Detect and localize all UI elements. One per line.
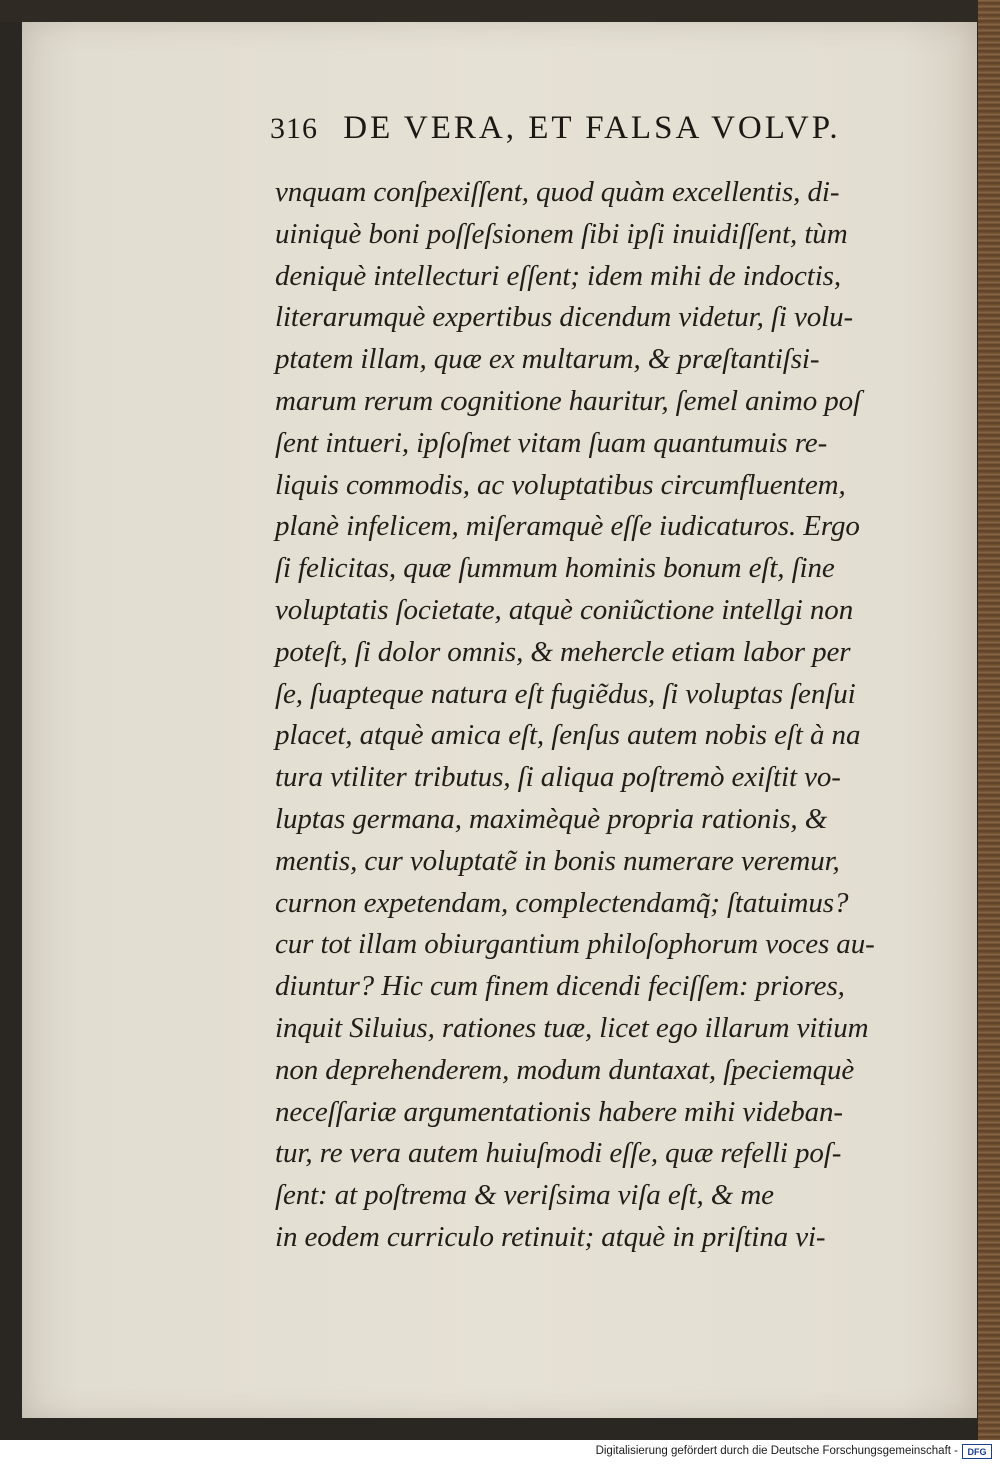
- book-page-edges: [978, 0, 1000, 1440]
- page-number: 316: [270, 112, 318, 145]
- text-line: mentis, cur voluptatẽ in bonis numerare veremur,: [275, 844, 840, 877]
- text-line: cur tot illam obiurgantium philoſophorum voces au-: [275, 928, 875, 961]
- book-top-edge: [0, 0, 1000, 22]
- funding-credit: Digitalisierung gefördert durch die Deutsche Forschungsgemeinschaft -: [595, 1445, 958, 1457]
- text-line: ſi felicitas, quæ ſummum hominis bonum eſt, ſine: [275, 552, 835, 585]
- text-line: vnquam conſpexiſſent, quod quàm excellentis, di-: [275, 176, 840, 208]
- text-line: deniquè intellecturi eſſent; idem mihi de indoctis,: [275, 259, 841, 292]
- text-line: tura vtiliter tributus, ſi aliqua poſtremò exiſtit vo-: [275, 761, 841, 794]
- text-line: ſent: at poſtrema & veriſsima viſa eſt, & me: [275, 1179, 774, 1212]
- running-head: DE VERA, ET FALSA VOLVP.: [343, 110, 841, 146]
- page-header: [270, 110, 890, 160]
- text-line: liquis commodis, ac voluptatibus circumfluentem,: [275, 468, 846, 501]
- text-line: uiniquè boni poſſeſsionem ſibi ipſi inuidiſſent, tùm: [275, 217, 848, 250]
- text-line: luptas germana, maximèquè propria rationis, &: [275, 802, 828, 835]
- text-line: neceſſariæ argumentationis habere mihi videban-: [275, 1095, 843, 1128]
- text-line: curnon expetendam, complectendamq̃; ſtatuimus?: [275, 886, 849, 919]
- text-line: non deprehenderem, modum duntaxat, ſpeciemquè: [275, 1053, 855, 1086]
- text-line: ſe, ſuapteque natura eſt fugiẽdus, ſi voluptas ſenſui: [275, 677, 856, 710]
- text-line: tur, re vera autem huiuſmodi eſſe, quæ refelli poſ-: [275, 1137, 842, 1170]
- text-line: placet, atquè amica eſt, ſenſus autem nobis eſt à na: [275, 719, 861, 752]
- text-line: planè infelicem, miſeramquè eſſe iudicaturos. Ergo: [275, 510, 860, 543]
- footer-bar: [0, 1440, 1000, 1465]
- text-line: poteſt, ſi dolor omnis, & mehercle etiam labor per: [275, 635, 851, 668]
- text-line: voluptatis ſocietate, atquè coniũctione intellgi non: [275, 593, 854, 626]
- text-line: marum rerum cognitione hauritur, ſemel animo poſ: [275, 384, 861, 417]
- text-line: diuntur? Hic cum finem dicendi feciſſem: priores,: [275, 970, 845, 1003]
- dfg-logo: DFG: [962, 1444, 992, 1459]
- text-line: literarumquè expertibus dicendum videtur, ſi volu-: [275, 301, 854, 334]
- body-text: [275, 172, 900, 1259]
- text-line: ſent intueri, ipſoſmet vitam ſuam quantumuis re-: [275, 426, 828, 459]
- text-line: ptatem illam, quæ ex multarum, & præſtantiſsi-: [275, 343, 820, 376]
- text-line: inquit Siluius, rationes tuæ, licet ego illarum vitium: [275, 1011, 869, 1044]
- text-line: in eodem curriculo retinuit; atquè in priſtina vi-: [275, 1220, 826, 1253]
